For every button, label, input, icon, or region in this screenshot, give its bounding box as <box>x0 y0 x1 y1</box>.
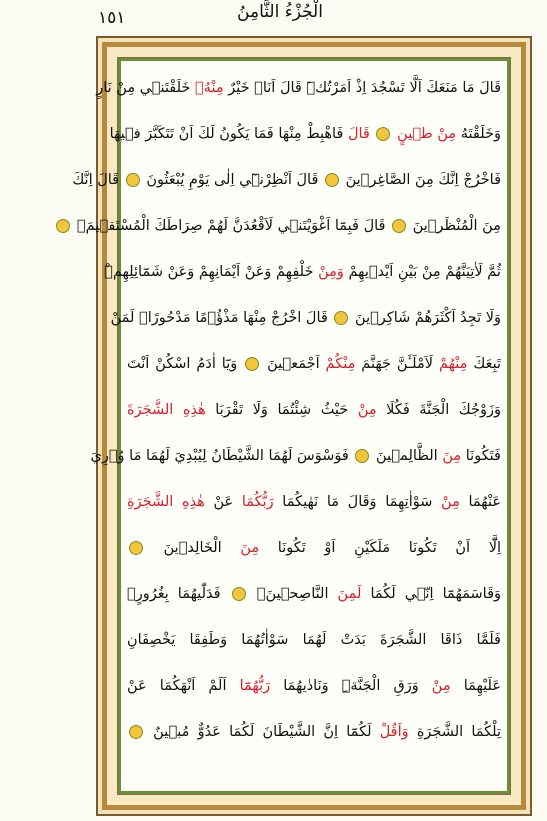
ayah-marker-icon <box>376 127 390 141</box>
text-line <box>127 663 501 709</box>
ayah-marker-icon <box>129 541 143 555</box>
verse-segment: الظَّالِم۪ينَ <box>371 448 443 464</box>
verse-segment <box>370 126 375 142</box>
verse-segment: مِنَ الْمُنْظَر۪ينَ <box>408 218 501 234</box>
text-line <box>127 709 501 755</box>
verse-segment: فَتَكُونَا <box>461 448 501 464</box>
verse-segment: وَخَلَقْتَهُ <box>456 126 501 142</box>
highlighted-word: لَمِنَ <box>337 586 362 602</box>
text-line <box>72 203 501 249</box>
verse-segment: لَكُمَٓا اِنَّ الشَّيْطَانَ لَكُمَا عَدُوٌّ مُب۪ينٌ <box>145 724 380 740</box>
text-line <box>127 617 501 663</box>
verse-segment: فَاخْرُجْ اِنَّكَ مِنَ الصَّاغِر۪ينَ <box>341 172 501 188</box>
verse-text <box>72 65 502 787</box>
verse-segment: وَقَاسَمَهُمَٓا اِنّ۪ي لَكُمَا <box>361 586 502 602</box>
highlighted-word: مِنْهُۚ <box>194 80 224 96</box>
verse-segment: الْخَالِد۪ينَ <box>145 540 241 556</box>
verse-segment: وَيَٓا اٰدَمُ اسْكُنْ اَنْتَ <box>127 356 244 372</box>
highlighted-word: هٰذِهِ الشَّجَرَةِ <box>127 494 205 510</box>
highlighted-word: وَمِنْ <box>318 264 344 280</box>
highlighted-word: مِنْهُمْ <box>438 356 468 372</box>
verse-segment: قَالَ اخْرُجْ مِنْهَا مَذْؤُ۫مًا مَدْحُورًاۜ لَمَنْ <box>110 310 333 326</box>
juz-title: الْجُزْءُ الثَّامِنُ <box>237 2 323 22</box>
ayah-marker-icon <box>325 173 339 187</box>
text-panel <box>72 58 510 794</box>
ayah-marker-icon <box>392 219 406 233</box>
verse-segment: وَرَقِ الْجَنَّةِۜ وَنَادٰيهُمَا <box>270 678 432 694</box>
verse-segment: فَلَمَّا ذَاقَا الشَّجَرَةَ بَدَتْ لَهُمَا سَوْاٰتُهُمَا وَطَفِقَا يَخْصِفَانِ <box>127 632 501 648</box>
verse-segment: فَوَسْوَسَ لَهُمَا الشَّيْطَانُ لِيُبْدِيَ لَهُمَا مَا وُ۫رِيَ <box>90 448 354 464</box>
verse-segment: قَالَ اِنَّكَ <box>72 172 124 188</box>
ayah-marker-icon <box>56 219 70 233</box>
verse-segment: تِلْكُمَا الشَّجَرَةِ <box>408 724 501 740</box>
verse-segment: تَبِعَكَ <box>467 356 501 372</box>
ayah-marker-icon <box>129 725 143 739</box>
verse-segment: وَلَا تَجِدُ اَكْثَرَهُمْ شَاكِر۪ينَ <box>350 310 501 326</box>
ayah-marker-icon <box>334 311 348 325</box>
highlighted-word: مِنَ <box>442 448 462 464</box>
verse-segment: فَاهْبِطْ مِنْهَا فَمَا يَكُونُ لَكَ اَنْ تَتَكَبَّرَ ف۪يهَا <box>109 126 348 142</box>
highlighted-word: مِنْكُمْ <box>325 356 356 372</box>
text-line <box>127 525 501 571</box>
verse-segment: قَالَ اَنْظِرْن۪ٓي اِلٰى يَوْمِ يُبْعَثُونَ <box>141 172 323 188</box>
page-frame <box>72 36 532 816</box>
verse-segment: النَّاصِح۪ينَۙ <box>247 586 338 602</box>
highlighted-word: وَاَقُلْ <box>379 724 409 740</box>
highlighted-word: رَبُّكُمَا <box>241 494 274 510</box>
text-line <box>90 433 501 479</box>
text-line <box>104 249 501 295</box>
verse-segment: حَيْثُ شِئْتُمَا وَلَا تَقْرَبَا <box>205 402 358 418</box>
verse-segment: اَلَمْ اَنْهَكُمَا عَنْ <box>127 678 240 694</box>
ayah-marker-icon <box>245 357 259 371</box>
verse-segment: ثُمَّ لَاٰتِيَنَّهُمْ مِنْ بَيْنِ اَيْد۪يهِمْ <box>343 264 501 280</box>
verse-segment: وَزَوْجُكَ الْجَنَّةَ فَكُلَا <box>376 402 501 418</box>
verse-segment: قَالَ مَا مَنَعَكَ اَلَّا تَسْجُدَ اِذْ اَمَرْتُكَۜ قَالَ اَنَا۬ خَيْرٌ <box>223 80 501 96</box>
highlighted-word: مِنْ <box>431 678 451 694</box>
highlighted-word: مِنْ طٖينٍ <box>397 126 457 142</box>
verse-segment: اَجْمَع۪ينَ <box>261 356 326 372</box>
ayah-marker-icon <box>355 449 369 463</box>
verse-segment: عَنْ <box>204 494 242 510</box>
ayah-marker-icon <box>126 173 140 187</box>
verse-segment: سَوْاٰتِهِمَا وَقَالَ مَا نَهٰيكُمَا <box>273 494 442 510</box>
text-line <box>127 479 501 525</box>
text-line <box>72 157 501 203</box>
verse-segment: خَلْفِهِمْ وَعَنْ اَيْمَانِهِمْ وَعَنْ شَمَٓائِلِهِمْۜ <box>104 264 319 280</box>
text-line <box>127 387 501 433</box>
verse-segment: اِلَّٓا اَنْ تَكُونَا مَلَكَيْنِ اَوْ تَكُونَا <box>259 540 501 556</box>
ayah-marker-icon <box>232 587 246 601</box>
text-line <box>109 111 501 157</box>
verse-segment: عَنْهُمَا <box>459 494 501 510</box>
highlighted-word: مِنْ <box>357 402 377 418</box>
verse-segment: قَالَ فَبِمَٓا اَغْوَيْتَن۪ي لَاَقْعُدَنَّ لَهُمْ صِرَاطَكَ الْمُسْتَق۪يمَۙ <box>72 218 391 234</box>
text-line <box>96 65 501 111</box>
ornamental-border <box>72 42 526 810</box>
text-line <box>110 295 501 341</box>
page-number: ١٥١ <box>98 8 126 28</box>
highlighted-word: رَبُّهُمَٓا <box>239 678 271 694</box>
text-line <box>127 341 501 387</box>
highlighted-word: مِنْ <box>441 494 460 510</box>
verse-segment: لَاَمْلَـَٔنَّ جَهَنَّمَ <box>355 356 439 372</box>
text-line <box>127 571 501 617</box>
highlighted-word: قَالَ <box>347 126 370 142</box>
verse-segment: عَلَيْهِمَا <box>450 678 502 694</box>
verse-segment: خَلَقْتَن۪ي مِنْ نَارٍ <box>96 80 195 96</box>
verse-segment: فَدَلّٰيهُمَا بِغُرُورٍۚ <box>127 586 230 602</box>
highlighted-word: هٰذِهِ الشَّجَرَةَ <box>127 402 206 418</box>
page-header <box>0 0 547 40</box>
highlighted-word: مِنَ <box>240 540 260 556</box>
